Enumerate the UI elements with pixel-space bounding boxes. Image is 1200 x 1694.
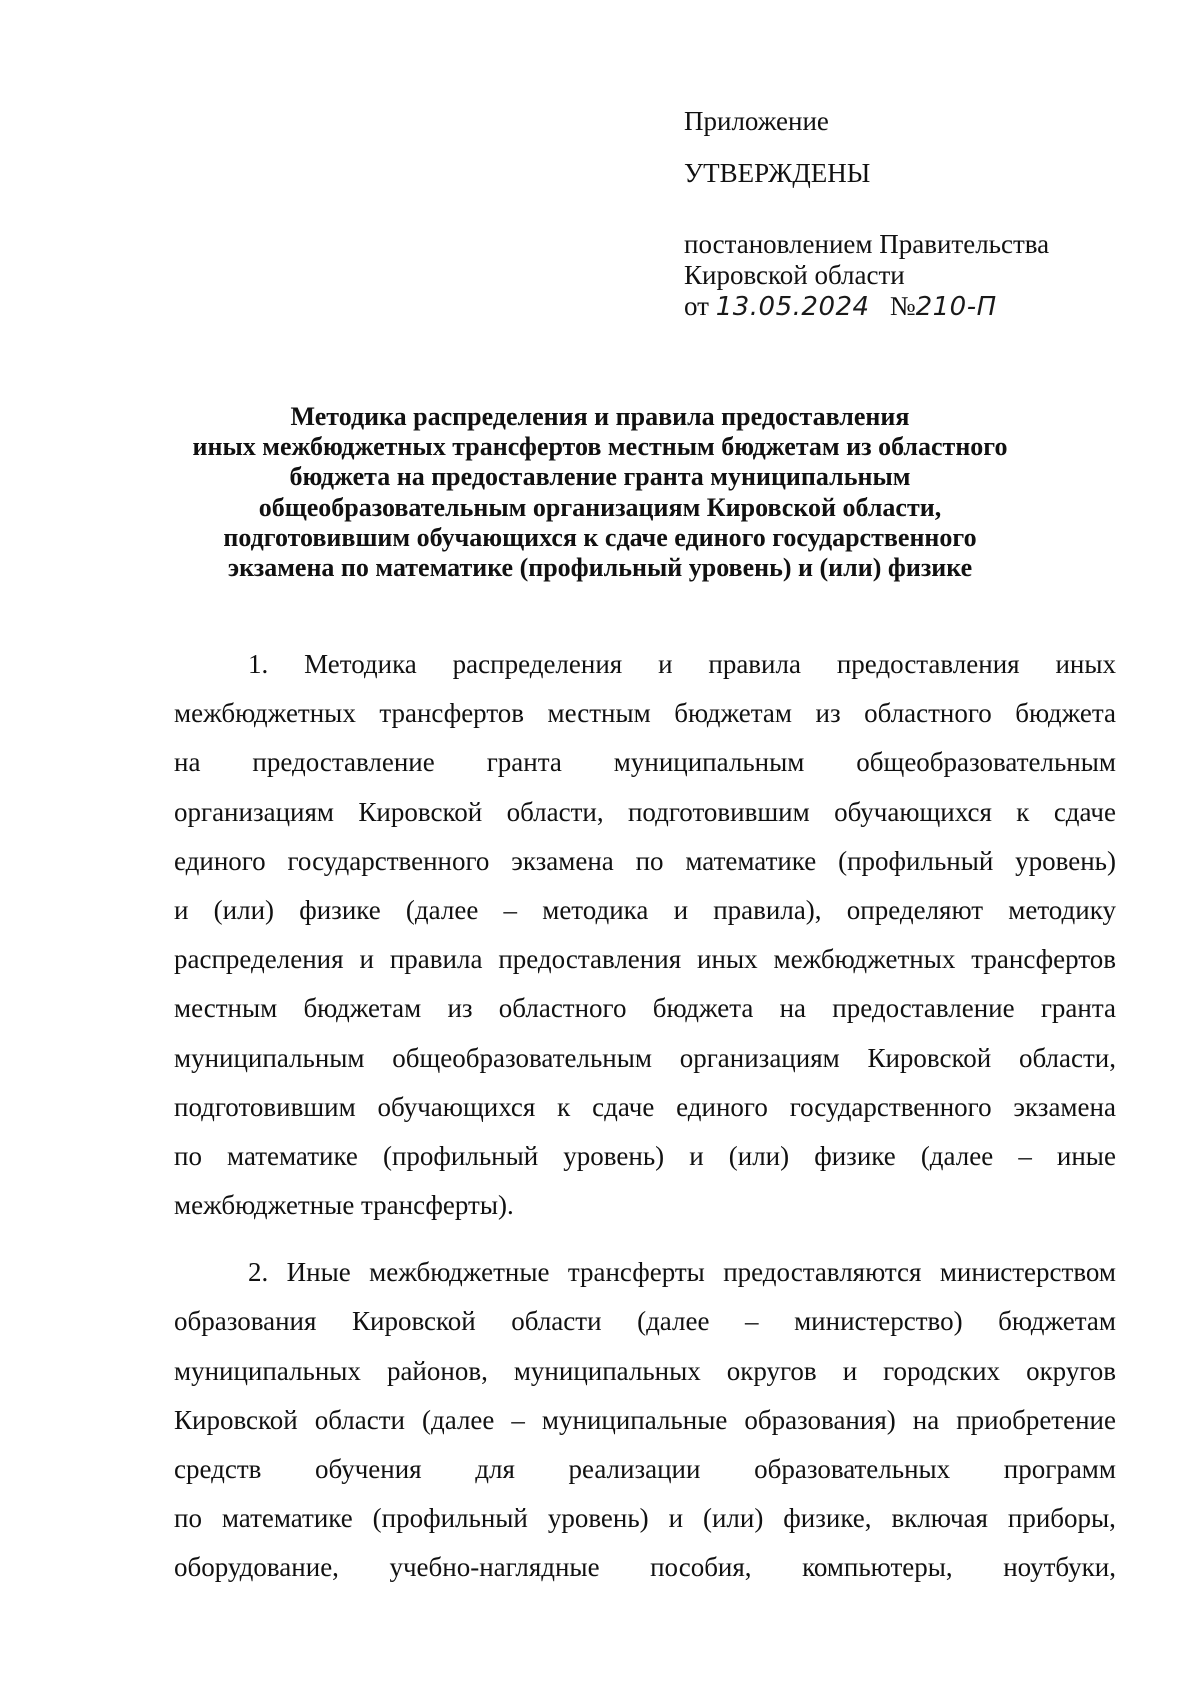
word: на — [174, 747, 201, 778]
date-prefix: от — [684, 291, 709, 321]
title-line: иных межбюджетных трансфертов местным бюджетам из областного — [192, 432, 1008, 462]
word: министерство) — [794, 1306, 963, 1337]
word: областного — [498, 993, 627, 1024]
word: межбюджетных — [174, 698, 356, 729]
document-body — [174, 640, 1116, 1593]
word: образовательных — [754, 1454, 951, 1484]
word: Кировской — [351, 1306, 476, 1337]
title-line: Методика распределения и правила предоставления — [290, 402, 910, 431]
word: обучения — [315, 1454, 422, 1484]
word: иных — [697, 944, 758, 975]
word: к — [557, 1091, 571, 1122]
body-line — [174, 837, 1116, 886]
title-line: общеобразовательным организациям Кировской области, — [258, 492, 942, 522]
word: городских — [883, 1355, 1001, 1386]
word: образования — [174, 1306, 317, 1337]
body-line — [174, 1396, 1116, 1445]
body-line — [174, 886, 1116, 935]
word: подготовившим — [174, 1091, 356, 1122]
word: области, — [1018, 1042, 1116, 1073]
word: (профильный — [382, 1140, 539, 1171]
word: межбюджетные — [369, 1257, 550, 1288]
word: и — [668, 1503, 684, 1534]
word: средств — [174, 1454, 262, 1484]
word: предоставление — [832, 993, 1015, 1024]
word: муниципальные — [541, 1404, 728, 1435]
word: бюджетам — [674, 698, 792, 729]
title-line: бюджета на предоставление гранта муниципальным — [289, 462, 911, 492]
word: ноутбуки, — [1003, 1552, 1116, 1583]
word: по — [174, 1503, 202, 1534]
body-line — [174, 689, 1116, 738]
approved-by-line1: постановлением Правительства — [684, 229, 1050, 259]
word: на — [779, 993, 807, 1024]
word: муниципальных — [174, 1355, 361, 1386]
word: (или) — [728, 1140, 790, 1171]
body-line — [174, 788, 1116, 837]
word: предоставление — [252, 747, 435, 778]
word: предоставления — [498, 944, 682, 975]
word: уровень) — [563, 1140, 665, 1171]
word: включая — [891, 1503, 988, 1534]
word: межбюджетных — [773, 944, 956, 975]
word: государственного — [789, 1091, 992, 1122]
word: бюджета — [1015, 698, 1116, 729]
appendix-label: Приложение — [684, 106, 829, 136]
word: области, — [506, 796, 604, 827]
number-prefix: № — [889, 291, 916, 321]
word: приборы, — [1007, 1503, 1116, 1534]
word: (далее — [405, 894, 479, 925]
word: из — [447, 993, 473, 1024]
word: математике — [685, 845, 817, 876]
word: трансферты — [567, 1257, 705, 1288]
body-line — [174, 1248, 1116, 1297]
word: реализации — [568, 1454, 701, 1484]
word: математике — [227, 1140, 358, 1171]
document-title — [150, 402, 1050, 583]
approved-by-line2: Кировской области — [684, 260, 905, 290]
word: Иные — [286, 1257, 351, 1288]
word: (профильный — [372, 1503, 528, 1534]
word: областного — [864, 698, 992, 729]
paragraph-1 — [174, 640, 1116, 1230]
word: (или) — [702, 1503, 764, 1534]
word: районов, — [386, 1355, 488, 1386]
word: определяют — [846, 894, 984, 925]
word: и — [658, 649, 673, 679]
word: образования) — [744, 1404, 896, 1435]
word: организациям — [679, 1042, 840, 1073]
word: муниципальным — [174, 1042, 365, 1073]
word: округов — [1026, 1355, 1116, 1386]
word: предоставления — [836, 649, 1020, 679]
word: местным — [174, 993, 278, 1024]
word: – — [503, 894, 518, 925]
word: для — [475, 1454, 515, 1484]
word: организациям — [174, 796, 335, 827]
word: трансфертов — [379, 698, 525, 729]
word: – — [1018, 1140, 1032, 1171]
word: иных — [1055, 649, 1116, 679]
word: (или) — [213, 894, 275, 925]
word: – — [511, 1404, 525, 1435]
title-line: подготовившим обучающихся к сдаче единого государственного — [223, 522, 977, 552]
word: области — [314, 1404, 405, 1435]
word: физике, — [783, 1503, 872, 1534]
word: по — [635, 845, 664, 876]
word: министерством — [939, 1257, 1116, 1288]
word: бюджетам — [303, 993, 422, 1024]
word: общеобразовательным — [392, 1042, 652, 1073]
word: уровень) — [1015, 845, 1116, 876]
word: (профильный — [838, 845, 994, 876]
word: (далее — [920, 1140, 994, 1171]
word: пособия, — [650, 1552, 752, 1583]
word: и — [359, 944, 374, 975]
word: распределения — [452, 649, 623, 679]
word: бюджета — [652, 993, 754, 1024]
word: оборудование, — [174, 1552, 339, 1583]
body-line — [174, 984, 1116, 1033]
word: предоставляются — [723, 1257, 922, 1288]
word: математике — [221, 1503, 353, 1534]
handwritten-number: 210-П — [915, 292, 997, 322]
paragraph-gap — [174, 1230, 1116, 1248]
word: физике — [299, 894, 381, 925]
word: местным — [547, 698, 651, 729]
word: Кировской — [358, 796, 483, 827]
word: (далее — [422, 1404, 495, 1435]
word: экзамена — [1013, 1091, 1116, 1122]
body-line — [174, 1494, 1116, 1543]
word: и — [842, 1355, 858, 1386]
word: Кировской — [867, 1042, 992, 1073]
word: уровень) — [547, 1503, 649, 1534]
word: гранта — [486, 747, 562, 778]
word: и — [689, 1140, 704, 1171]
word: на — [912, 1404, 940, 1435]
body-line: межбюджетные трансферты). — [174, 1190, 514, 1221]
body-line — [174, 738, 1116, 787]
word: 2. — [248, 1257, 269, 1288]
word: методика — [542, 894, 649, 925]
approved-label: УТВЕРЖДЕНЫ — [684, 158, 871, 188]
word: компьютеры, — [802, 1552, 953, 1583]
word: экзамена — [511, 845, 614, 876]
word: правила — [708, 649, 801, 679]
word: программ — [1003, 1454, 1116, 1484]
date-number-line — [684, 291, 1104, 323]
word: физике — [814, 1140, 896, 1171]
word: учебно-наглядные — [389, 1552, 600, 1583]
word: распределения — [174, 944, 344, 975]
word: 1. — [248, 649, 269, 679]
word: округов — [726, 1355, 817, 1386]
word: и — [174, 894, 189, 925]
body-line — [174, 1445, 1116, 1494]
word: единого — [676, 1091, 768, 1122]
word: иные — [1056, 1140, 1116, 1171]
word: правила), — [713, 894, 822, 925]
body-line — [174, 1543, 1116, 1592]
word: (далее — [637, 1306, 710, 1337]
word: к — [1016, 796, 1030, 827]
word: области — [511, 1306, 602, 1337]
word: муниципальным — [613, 747, 805, 778]
word: общеобразовательным — [856, 747, 1116, 778]
word: трансфертов — [971, 944, 1116, 975]
approval-block — [684, 106, 1104, 323]
word: гранта — [1040, 993, 1116, 1024]
body-line — [174, 1034, 1116, 1083]
word: единого — [174, 845, 266, 876]
word: правила — [389, 944, 483, 975]
word: обучающихся — [377, 1091, 536, 1122]
word: из — [815, 698, 841, 729]
word: сдаче — [1053, 796, 1116, 827]
body-line — [174, 1347, 1116, 1396]
paragraph-2 — [174, 1248, 1116, 1592]
word: методику — [1008, 894, 1116, 925]
word: по — [174, 1140, 202, 1171]
word: обучающихся — [834, 796, 992, 827]
word: – — [745, 1306, 759, 1337]
title-line: экзамена по математике (профильный уровень) и (или) физике — [227, 553, 973, 583]
word: Методика — [304, 649, 417, 679]
word: бюджетам — [998, 1306, 1116, 1337]
word: муниципальных — [513, 1355, 701, 1386]
body-line — [174, 935, 1116, 984]
word: приобретение — [956, 1404, 1116, 1435]
body-line — [174, 640, 1116, 689]
word: Кировской — [174, 1404, 298, 1435]
word: государственного — [287, 845, 490, 876]
word: подготовившим — [627, 796, 810, 827]
body-line — [174, 1297, 1116, 1346]
body-line — [174, 1083, 1116, 1132]
handwritten-date: 13.05.2024 — [715, 292, 870, 322]
word: сдаче — [592, 1091, 655, 1122]
word: и — [673, 894, 689, 925]
body-line — [174, 1132, 1116, 1181]
